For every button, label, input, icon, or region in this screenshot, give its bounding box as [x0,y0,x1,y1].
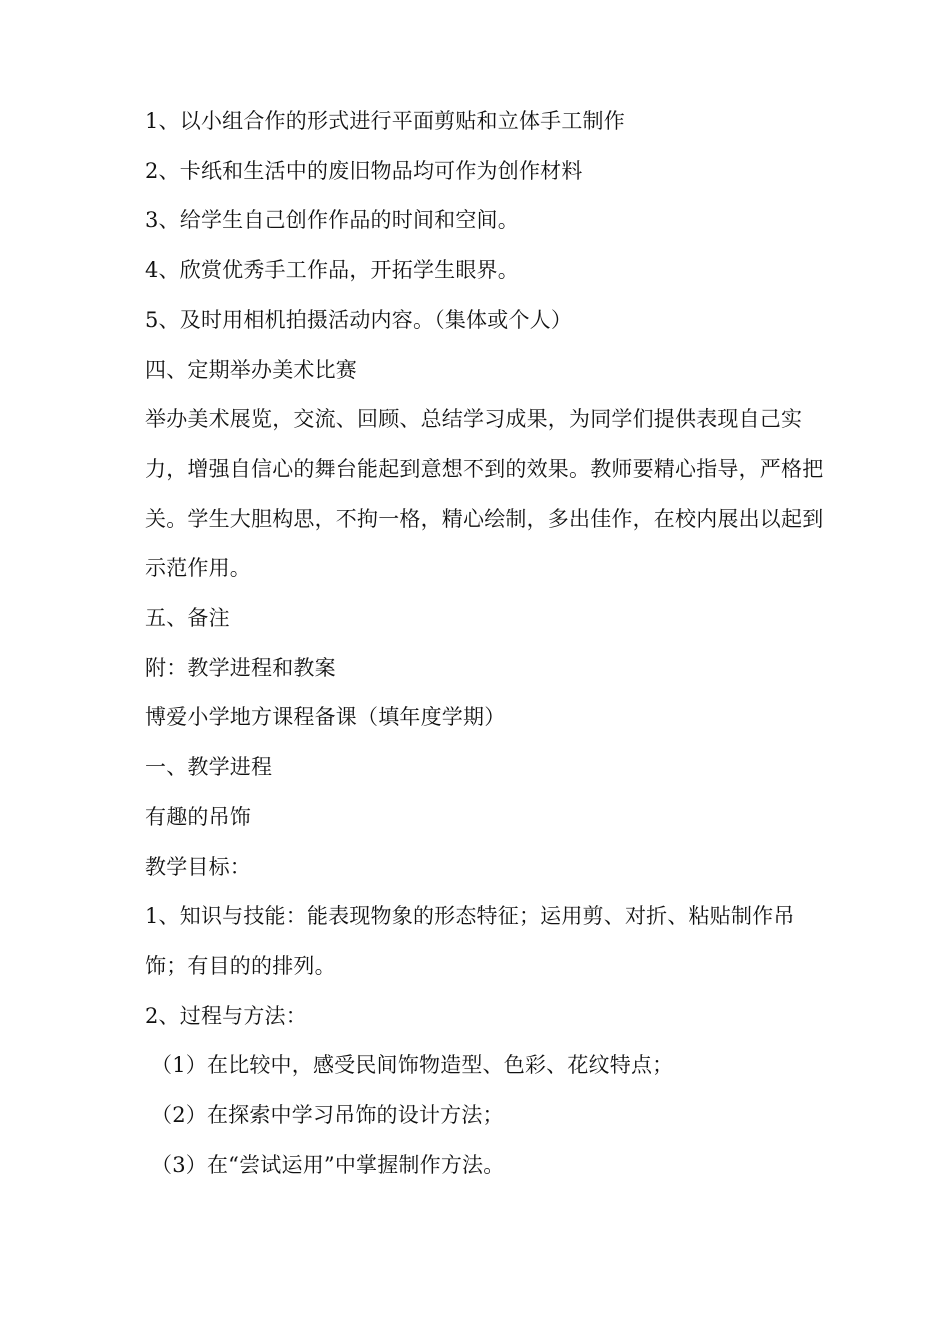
objective-knowledge-skills: 1、知识与技能：能表现物象的形态特征；运用剪、对折、粘贴制作吊饰；有目的的排列。 [145,904,795,978]
list-item-photography: 5、及时用相机拍摄活动内容。（集体或个人） [145,307,573,332]
sub-objective-2: （2）在探索中学习吊饰的设计方法； [151,1103,504,1128]
objectives-heading: 教学目标： [145,854,251,879]
list-item-creation-time: 3、给学生自己创作作品的时间和空间。 [145,208,519,233]
document-body [145,97,825,1190]
section-heading-teaching-progress: 一、教学进程 [145,755,273,780]
list-item-collaborative-crafting: 1、以小组合作的形式进行平面剪贴和立体手工制作 [145,109,625,133]
paragraph-art-exhibition: 举办美术展览，交流、回顾、总结学习成果，为同学们提供表现自己实力，增强自信心的舞台能起到意想不到的效果。教师要精心指导，严格把关。学生大胆构思，不拘一格，精心绘制，多出佳作，在校内展出以起到示范作用。 [145,407,824,581]
list-item-materials: 2、卡纸和生活中的废旧物品均可作为创作材料 [145,158,583,183]
course-title: 博爱小学地方课程备课（填年度学期） [145,705,506,730]
lesson-title: 有趣的吊饰 [145,804,251,829]
section-heading-art-competition: 四、定期举办美术比赛 [145,357,357,382]
objective-process-methods: 2、过程与方法： [145,1003,307,1028]
section-heading-notes: 五、备注 [145,606,230,631]
sub-objective-1: （1）在比较中，感受民间饰物造型、色彩、花纹特点； [151,1053,674,1078]
list-item-appreciation: 4、欣赏优秀手工作品，开拓学生眼界。 [145,258,519,283]
sub-objective-3: （3）在“尝试运用”中掌握制作方法。 [151,1152,505,1177]
appendix-line: 附：教学进程和教案 [145,655,336,680]
